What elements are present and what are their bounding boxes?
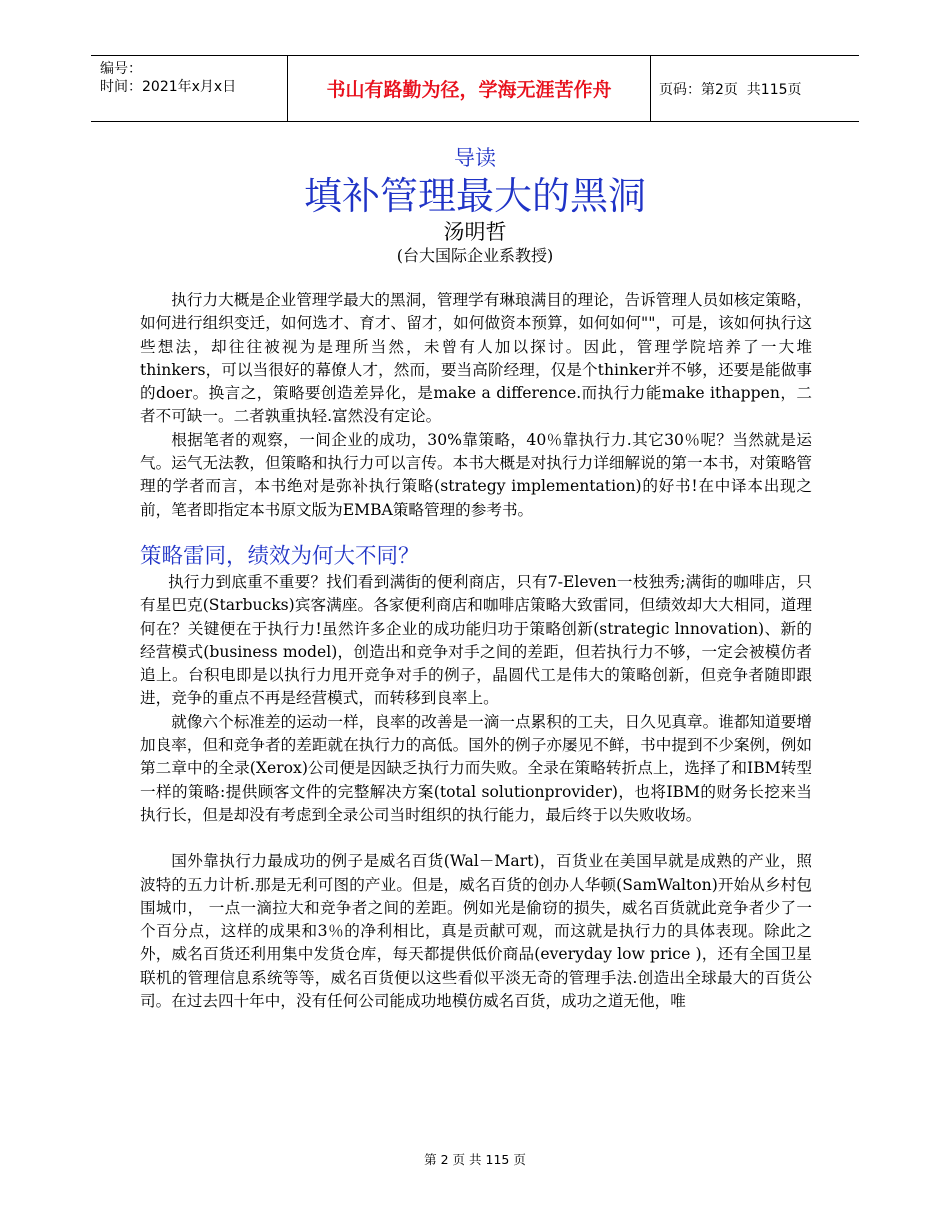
page-footer: 第 2 页 共 115 页 bbox=[424, 1152, 526, 1167]
intro-paragraph-1: 执行力大概是企业管理学最大的黑洞，管理学有琳琅满目的理论，告诉管理人员如核定策略，如何进行组织变迁，如何选才、育才、留才，如何做资本预算，如何如何""，可是，该如何执行这些想法，却往往被视为是理所当然，未曾有人加以探讨。因此，管理学院培养了一大堆thinkers，可以当很好的幕僚人才，然而，要当高阶经理，仅是个thinker并不够，还要是能做事的doer。换言之，策略要创造差异化，是make a difference.而执行力能make ithappen，二者不可缺一。二者孰重执轻.富然没有定论。 bbox=[140, 291, 812, 426]
section-paragraph-1: 执行力到底重不重要？找们看到满街的便利商店，只有7-Eleven一枝独秀;满街的咖啡店，只有星巴克(Starbucks)宾客满座。各家便利商店和咖啡店策略大致雷同，但绩效却大大相同，道理何在？关键便在于执行力!虽然许多企业的成功能归功于策略创新(strategic lnnovation)、新的经营模式(business model)，创造出和竞争对手之间的差距，但若执行力不够，一定会被模仿者追上。台积电即是以执行力甩开竞争对手的例子，晶圆代工是伟大的策略创新，但竞争者随即跟进，竞争的重点不再是经营模式，而转移到良率上。 bbox=[140, 572, 812, 708]
article-body bbox=[140, 289, 812, 1013]
section-paragraph-2: 就像六个标准差的运动一样，良率的改善是一滴一点累积的工夫，日久见真章。谁都知道要增加良率，但和竞争者的差距就在执行力的高低。国外的例子亦屡见不鲜，书中提到不少案例，例如第二章中的全录(Xerox)公司便是因缺乏执行力而失败。全录在策略转折点上，选择了和IBM转型一样的策略:提供顾客文件的完整解决方案(total solutionprovider)，也将IBM的财务长挖来当执行长，但是却没有考虑到全录公司当时组织的执行能力，最后终于以失败收场。 bbox=[140, 712, 812, 824]
section-heading: 策略雷同，绩效为何大不同？ bbox=[140, 543, 420, 569]
page-title: 填补管理最大的黑洞 bbox=[303, 174, 646, 218]
page-header bbox=[91, 55, 859, 122]
intro-paragraph-2: 根据笔者的观察，一间企业的成功，30%靠策略，40％靠执行力.其它30％呢？当然就是运气。运气无法教，但策略和执行力可以言传。本书大概是对执行力详细解说的第一本书，对策略管理的学者而言，本书绝对是弥补执行策略(strategy implementation)的好书!在中译本出现之前，笔者即指定本书原文版为EMBA策略管理的参考书。 bbox=[140, 430, 812, 519]
author-affiliation: (台大国际企业系教授) bbox=[396, 246, 554, 265]
author-name: 汤明哲 bbox=[443, 220, 507, 244]
header-motto-cell bbox=[288, 56, 651, 121]
section-kicker: 导读 bbox=[454, 146, 496, 170]
number-label: 编号： bbox=[100, 61, 142, 77]
header-meta-cell bbox=[91, 56, 288, 121]
header-page-cell bbox=[651, 56, 859, 121]
page-info: 页码：第2页 共115页 bbox=[659, 81, 802, 98]
paragraph-spacer bbox=[140, 827, 812, 850]
time-label: 时间：2021年x月x日 bbox=[100, 79, 237, 95]
motto-text: 书山有路勤为径，学海无涯苦作舟 bbox=[326, 79, 612, 101]
section-paragraph-3: 国外靠执行力最成功的例子是威名百货(Wal－Mart)，百货业在美国早就是成熟的产业，照波特的五力计析.那是无利可图的产业。但是，威名百货的创办人华顿(SamWalton)开始从乡村包围城巾， 一点一滴拉大和竞争者之间的差距。例如光是偷窃的损失，威名百货就此竞争者少了一个百分点，这样的成果和3％的净利相比，真是贡献可观，而这就是执行力的具体表现。除此之外，威名百货还利用集中发货仓库，每天都提供低价商品(everyday low price )，还有全国卫星联机的管理信息系统等等，威名百货便以这些看似平淡无奇的管理手法.创造出全球最大的百货公司。在过去四十年中，没有任何公司能成功地模仿威名百货，成功之道无他，唯 bbox=[140, 852, 812, 1011]
